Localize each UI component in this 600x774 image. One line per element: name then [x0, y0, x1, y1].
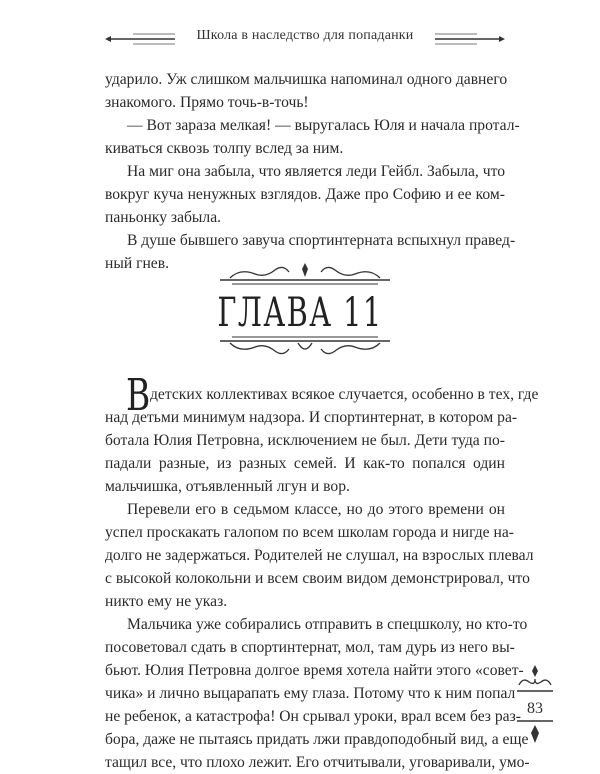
text-line: успел проскакать галопом по всем школам города и нигде на-: [105, 524, 514, 541]
text-line: не ребенок, а катастрофа! Он срывал уроки, врал всем без раз-: [105, 708, 521, 725]
ornament-top-icon: [220, 263, 390, 287]
text-line: посоветовал сдать в спортинтернат, мол, там дурь из него вы-: [105, 639, 515, 656]
text-line: долго не задержаться. Родителей не слушал, на взрослых плевал: [105, 547, 534, 564]
text-line: с высокой колокольни и всем своим видом демонстрировал, что: [105, 570, 530, 587]
text-line: ботала Юлия Петровна, исключением не был. Дети туда по-: [105, 432, 505, 449]
text-line: мальчишка, отъявленный лгун и вор.: [105, 478, 350, 495]
text-line: тащил все, что плохо лежит. Его отчитывали, уговаривали, умо-: [105, 754, 530, 771]
drop-cap: В: [126, 370, 151, 421]
text-line: — Вот зараза мелкая! — выругалась Юля и начала протал-: [127, 117, 520, 134]
chapter-title: ГЛАВА 11: [217, 290, 383, 336]
text-line: Перевели его в седьмом классе, но до этого времени он: [127, 501, 505, 518]
text-line: знакомого. Прямо точь-в-точь!: [105, 94, 309, 111]
ornament-bottom-icon: [220, 334, 390, 358]
text-line: падали разные, из разных семей. И как-то попался один: [105, 455, 505, 472]
text-line: ный гнев.: [105, 255, 169, 272]
text-line: чика» и лично выцарапать ему глаза. Потому что к ним попал: [105, 685, 516, 702]
text-line: В душе бывшего завуча спортинтерната вспыхнул правед-: [127, 232, 516, 249]
text-line: ударило. Уж слишком мальчишка напоминал одного давнего: [105, 71, 508, 88]
page-number: 83: [527, 700, 543, 717]
text-line: На миг она забыла, что является леди Гейбл. Забыла, что: [127, 163, 505, 180]
text-line: паньонку забыла.: [105, 209, 222, 226]
text-line: киваться сквозь толпу вслед за ним.: [105, 140, 344, 157]
running-header: [105, 28, 505, 48]
text-line: Мальчика уже собирались отправить в спецшколу, но кто-то: [127, 616, 528, 633]
text-line: детских коллективах всякое случается, особенно в тех, где: [150, 386, 539, 403]
running-title: Школа в наследство для попаданки: [196, 28, 414, 43]
arrow-rule-right-icon: [435, 32, 505, 46]
text-line: никто ему не указ.: [105, 593, 228, 610]
text-line: бьют. Юлия Петровна долгое время хотела найти этого «совет-: [105, 662, 524, 679]
text-line: бора, даже не пытаясь придать лжи правдоподобный вид, а еще: [105, 731, 529, 748]
text-line: над детьми минимум надзора. И спортинтернат, в котором ра-: [105, 409, 518, 426]
text-line: вокруг куча ненужных взглядов. Даже про Софию и ее ком-: [105, 186, 505, 203]
